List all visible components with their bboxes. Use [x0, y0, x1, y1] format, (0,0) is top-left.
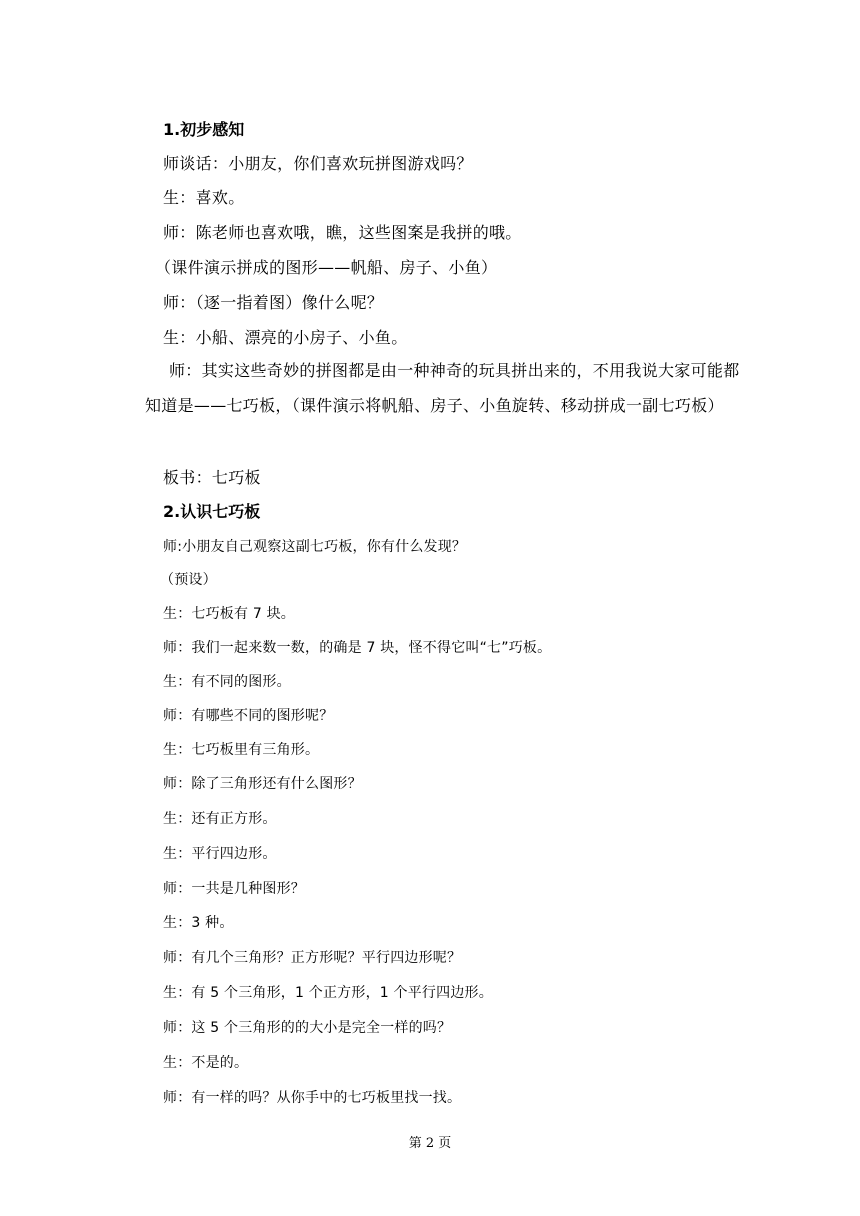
dialogue-line: 师：陈老师也喜欢哦，瞧，这些图案是我拼的哦。 — [163, 223, 522, 242]
dialogue-line: 生：有 5 个三角形，1 个正方形，1 个平行四边形。 — [163, 985, 493, 1001]
dialogue-line: 师：一共是几种图形？ — [163, 881, 305, 897]
dialogue-line: （预设） — [160, 572, 217, 588]
dialogue-line: 师：除了三角形还有什么图形？ — [163, 776, 362, 792]
dialogue-line: 生：有不同的图形。 — [163, 674, 291, 690]
paragraph-seven-piece-puzzle: 师：其实这些奇妙的拼图都是由一种神奇的玩具拼出来的，不用我说大家可能都知道是——七巧板，（课件演示将帆船、房子、小鱼旋转、移动拼成一副七巧板） — [145, 361, 740, 415]
dialogue-line: 生：喜欢。 — [163, 188, 245, 207]
section2-heading: 2.认识七巧板 — [163, 502, 261, 521]
dialogue-line: 生：七巧板有 7 块。 — [163, 606, 296, 622]
dialogue-line: 师:小朋友自己观察这副七巧板，你有什么发现？ — [163, 539, 467, 555]
page-number: 第 2 页 — [408, 1136, 452, 1151]
dialogue-line: 师：我们一起来数一数，的确是 7 块，怪不得它叫“七”巧板。 — [163, 640, 552, 656]
dialogue-line: 师：（逐一指着图）像什么呢？ — [163, 293, 384, 312]
dialogue-line: 生：七巧板里有三角形。 — [163, 742, 320, 758]
dialogue-line: （课件演示拼成的图形——帆船、房子、小鱼） — [155, 258, 498, 277]
dialogue-line: 师：有一样的吗？从你手中的七巧板里找一找。 — [163, 1090, 462, 1106]
dialogue-line: 生：3 种。 — [163, 915, 234, 931]
dialogue-line: 师：这 5 个三角形的的大小是完全一样的吗？ — [163, 1020, 452, 1036]
dialogue-line: 师：有哪些不同的图形呢？ — [163, 708, 334, 724]
dialogue-line: 师谈话：小朋友，你们喜欢玩拼图游戏吗？ — [163, 154, 473, 173]
dialogue-line: 生：还有正方形。 — [163, 811, 277, 827]
section1-heading: 1.初步感知 — [163, 120, 245, 139]
dialogue-line: 生：小船、漂亮的小房子、小鱼。 — [163, 328, 408, 347]
dialogue-line: 生：不是的。 — [163, 1055, 249, 1071]
dialogue-line: 生：平行四边形。 — [163, 846, 277, 862]
board-note: 板书：七巧板 — [163, 468, 261, 487]
dialogue-line: 师：有几个三角形？正方形呢？平行四边形呢？ — [163, 950, 462, 966]
